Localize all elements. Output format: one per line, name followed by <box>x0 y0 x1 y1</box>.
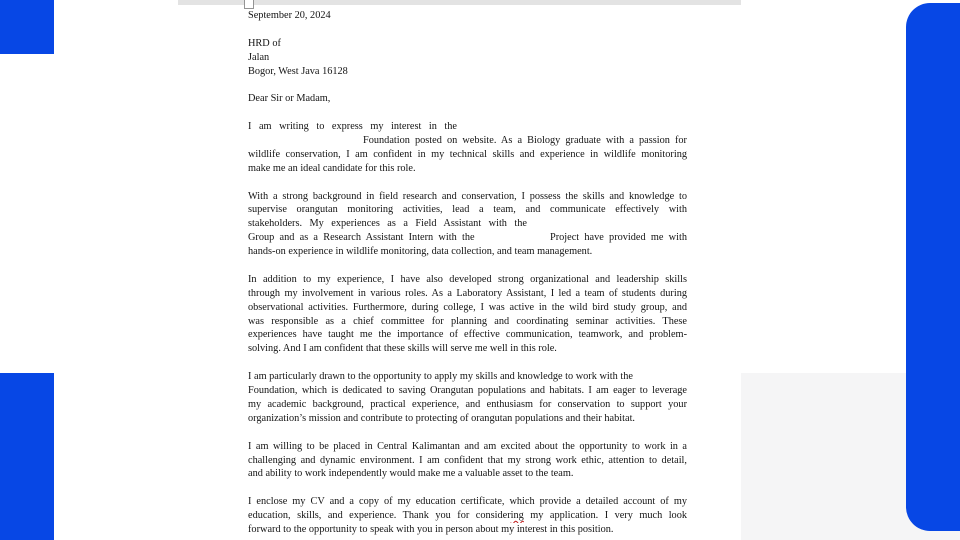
redacted-gap <box>248 142 363 143</box>
letter-line <box>248 287 687 301</box>
date-block <box>248 9 687 23</box>
text-run: I enclose my CV and a copy of my education certificate, which provide a detailed account of my <box>248 496 687 508</box>
recipient-line: HRD of <box>248 37 281 49</box>
text-run: Foundation posted on website. As a Biology graduate with a passion for <box>363 135 687 147</box>
text-run: my application. I very much look <box>523 510 687 522</box>
letter-line <box>248 509 687 523</box>
letter-line <box>248 398 687 412</box>
recipient-block <box>248 37 687 79</box>
recipient-line: Jalan <box>248 51 270 63</box>
body-paragraph <box>248 495 687 537</box>
text-run: Group and as a Research Assistant Intern with the <box>248 232 480 244</box>
misspelled-text: ing <box>510 510 524 522</box>
text-run: challenging and dynamic environment. I am confident that my strong work ethic, attention to detail, <box>248 454 687 466</box>
letter-line <box>248 495 687 509</box>
text-run: education, skills, and experience. Thank you for consider <box>248 510 511 522</box>
letter-line <box>248 273 687 287</box>
text-run: through my involvement in various roles. As a Laboratory Assistant, I led a team of students during <box>248 287 687 299</box>
resize-handle[interactable] <box>244 0 254 9</box>
recipient-line: Bogor, West Java 16128 <box>248 65 348 77</box>
text-run: solving. And I am confident that these skills will serve me well in this role. <box>248 343 557 355</box>
letter-document <box>248 9 687 537</box>
letter-line <box>248 190 687 204</box>
text-run: I am particularly drawn to the opportunity to apply my skills and knowledge to work with the <box>248 371 633 383</box>
text-run: organization’s mission and contribute to protecting of orangutan populations and their habitat. <box>248 412 636 424</box>
text-run: hands-on experience in wildlife monitoring, data collection, and team management. <box>248 246 593 258</box>
decor-blue-pill <box>906 3 960 531</box>
text-run: forward to the opportunity to speak with you in person about my interest in this position. <box>248 523 614 535</box>
body-paragraph <box>248 190 687 259</box>
letter-line <box>248 301 687 315</box>
text-run: supervise orangutan monitoring activities, lead a team, and communicate effectively with <box>248 204 687 216</box>
text-run: Project have provided me with <box>544 232 687 244</box>
letter-line <box>248 370 687 384</box>
letter-line <box>248 231 687 245</box>
body-paragraph <box>248 370 687 426</box>
text-run: was responsible as a chief committee for planning and coordinating seminar activities. These <box>248 315 687 327</box>
letter-line <box>248 384 687 398</box>
letter-line <box>248 342 687 356</box>
letter-line <box>248 162 687 176</box>
page-top-bar <box>178 0 741 5</box>
text-run: and ability to work independently would make me a valuable asset to the team. <box>248 468 574 480</box>
text-run: I am willing to be placed in Central Kalimantan and am excited about the opportunity to work in a <box>248 440 687 452</box>
text-run: make me an ideal candidate for this role. <box>248 162 416 174</box>
letter-line <box>248 467 687 481</box>
letter-line <box>248 315 687 329</box>
letter-line <box>248 245 687 259</box>
letter-line <box>248 120 687 134</box>
text-run: In addition to my experience, I have also developed strong organizational and leadership skills <box>248 273 687 285</box>
text-run: Foundation, which is dedicated to saving Orangutan populations and habitats. I am eager to leverage <box>248 385 687 397</box>
letter-line <box>248 454 687 468</box>
letter-line <box>248 440 687 454</box>
letter-line <box>248 134 687 148</box>
text-run: With a strong background in field research and conservation, I possess the skills and knowledge to <box>248 190 687 202</box>
letter-line <box>248 217 687 231</box>
salutation-block <box>248 92 687 106</box>
decor-blue-square <box>0 0 54 54</box>
letter-body <box>248 120 687 537</box>
text-run: I am writing to express my interest in the <box>248 121 457 133</box>
text-run: experiences have taught me the importance of effective communication, teamwork, and problem- <box>248 329 687 341</box>
redacted-gap <box>457 128 687 129</box>
letter-line <box>248 203 687 217</box>
letter-line <box>248 148 687 162</box>
text-run: wildlife conservation, I am confident in my technical skills and experience in wildlife monitoring <box>248 148 687 160</box>
letter-page <box>178 0 741 540</box>
date-line: September 20, 2024 <box>248 10 331 21</box>
redacted-gap <box>527 225 687 226</box>
letter-line <box>248 523 687 537</box>
letter-line <box>248 328 687 342</box>
body-paragraph <box>248 120 687 176</box>
body-paragraph <box>248 273 687 356</box>
text-run: stakeholders. My experiences as a Field Assistant with the <box>248 218 527 230</box>
text-run: my academic background, practical experience, and enthusiasm for conservation to support your <box>248 398 687 410</box>
decor-blue-rectangle <box>0 373 54 540</box>
text-run: observational activities. Furthermore, during college, I was active in the wild bird study group, and <box>248 301 687 313</box>
redacted-gap <box>480 239 545 240</box>
body-paragraph <box>248 440 687 482</box>
salutation-line: Dear Sir or Madam, <box>248 93 331 105</box>
letter-line <box>248 412 687 426</box>
